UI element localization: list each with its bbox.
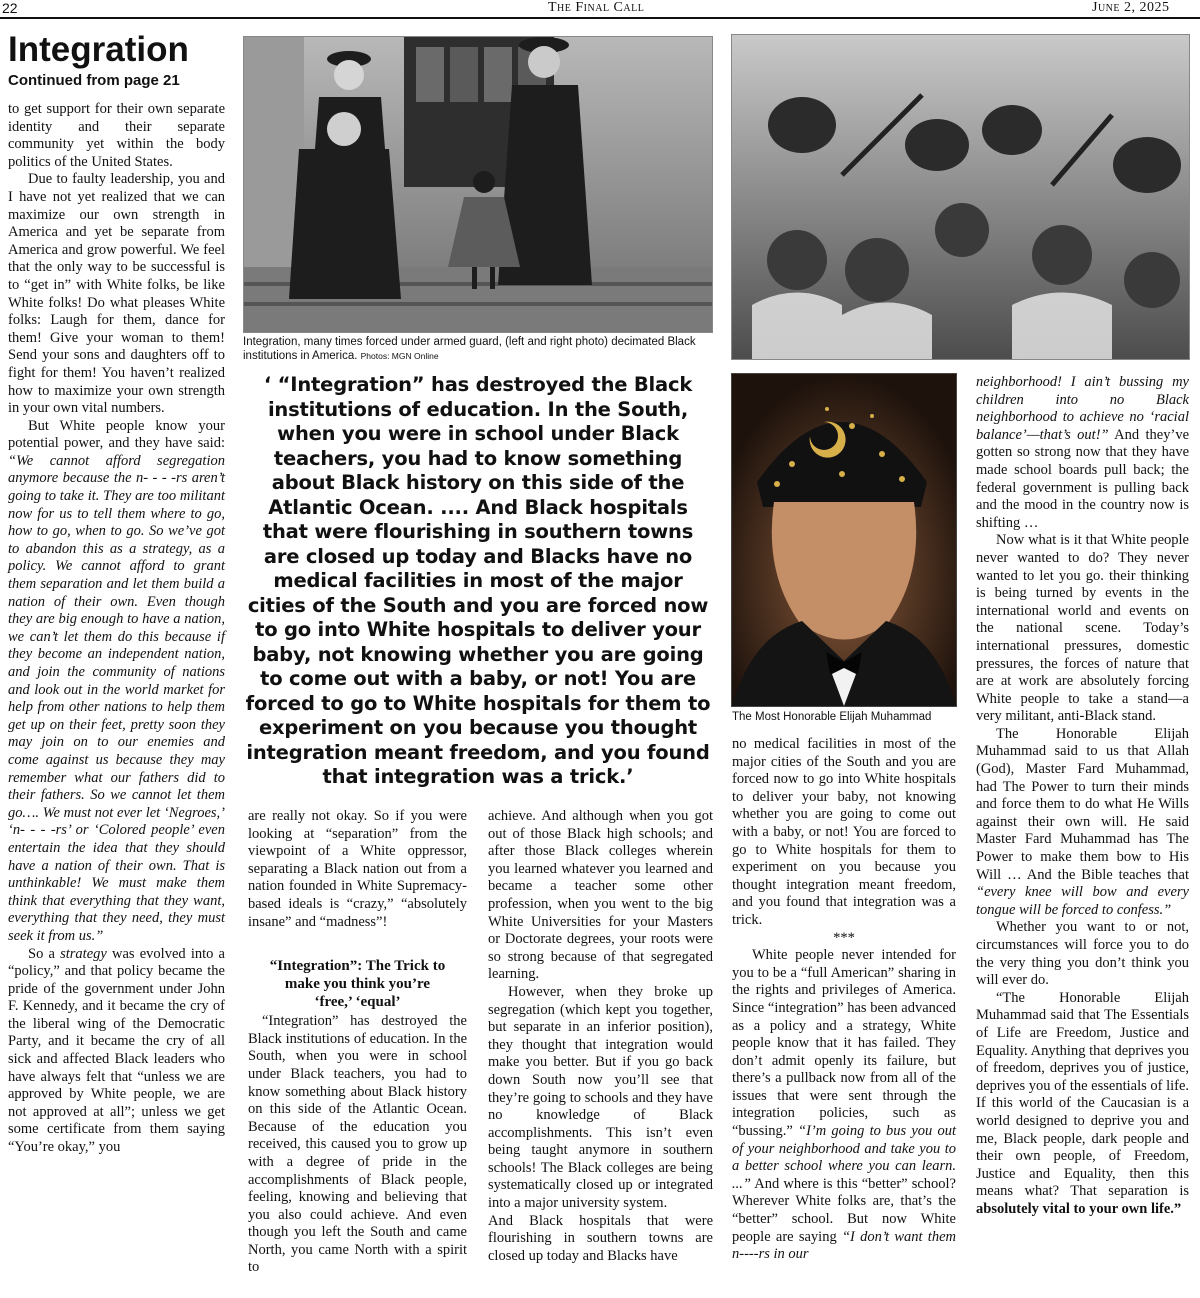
- paragraph: Now what is it that White people never wanted to do? They never wanted to let you go. their thinking is being turned by events in the international world and events on the national scene. Today’s international pressures, domestic pressures, the forces of nature that are at work are absolutely forcing White people to take a stand—a very militant, anti-Black stand.: [976, 532, 1189, 725]
- paragraph: [8, 418, 225, 946]
- section-break: ***: [833, 929, 855, 946]
- paragraph: However, when they broke up segregation (which kept you together, but separate in an inferior position), they thought that integration would make you better. But if you go back down South now you’ll see that they’re going to schools and they have no knowledge of Black accomplishments. This isn’t even being taught anymore in southern schools! The Black colleges are being systematically closed up or integrated into a major university system.: [488, 983, 713, 1212]
- section-subhead: “Integration”: The Trick to make you think you’re ‘free,’ ‘equal’: [269, 958, 446, 1011]
- paragraph-text: But White people know your potential power, and they have said:: [8, 417, 225, 452]
- paragraph-text: The Honorable Elijah Muhammad said to us that Allah (God), Master Fard Muhammad, had The Power to turn their minds and force them to do what He Wills against their own will. He said Master Fard Muhammad has The Power to make them bow to His Will … And the Bible teaches that: [976, 725, 1189, 883]
- quote-text: “every knee will bow and every tongue will be forced to confess.”: [976, 884, 1189, 918]
- paragraph-text: And they’ve gotten so strong now that they have made school boards pull back; the federal government is pulling back and the mood in the country now is shifting …: [976, 426, 1190, 531]
- page-number: 22: [2, 0, 18, 16]
- paragraph: And Black hospitals that were flourishing in southern towns are closed up today and Blacks have: [488, 1212, 713, 1264]
- paper-name: The Final Call: [548, 0, 645, 15]
- pull-quote: ‘ “Integration” has destroyed the Black institutions of education. In the South, when you were in school under Black teachers, you had to know something about Black history on this side of the Atlantic Ocean. .... And Black hospitals that were flourishing in southern towns are closed up today and Blacks have no medical facilities in most of the major cities of the South and you are forced now to go into White hospitals to deliver your baby, not knowing whether you are going to come out with a baby, or not! You are forced to go to White hospitals for them to experiment on you because you thought integration meant freedom, and you found that integration was a trick.’: [245, 373, 711, 788]
- paragraph-text: was evolved into a “policy,” and that policy became the pride of the government under John F. Kennedy, and it became the cry of the liberal wing of the Democratic Party, and it became the cry of all sick and affected Black leaders who have always felt that “unless we are approved by White people, we are not approved at all”; unless we get some certificate from them saying “You’re okay,” you: [8, 945, 225, 1156]
- photo-illustration: [732, 35, 1189, 359]
- portrait-caption: The Most Honorable Elijah Muhammad: [732, 711, 932, 723]
- caption-text: Integration, many times forced under armed guard, (left and right photo) decimated Black institutions in America.: [243, 336, 696, 362]
- column-4: [732, 736, 956, 1264]
- paragraph: no medical facilities in most of the major cities of the South and you are forced now to go into White hospitals to deliver your baby, not knowing whether you are going to come out with a baby, or not! You are forced to go to White hospitals for them to experiment on you because you thought integration meant freedom, and you found that integration was a trick.: [732, 736, 956, 928]
- quote-text: “I’m going to bus you out of your neighborhood and take you to a better school where you can learn. ...”: [732, 1123, 957, 1192]
- quote-text: “We cannot afford segregation anymore because the n- - - -rs aren’t going to take it. They are too militant now for us to tell them where to go, how to go, when to go. So we’ve got to abandon this as a strategy, as a policy. We cannot afford to grant them separation and let them build a nation of their own. Even though they are big enough to have a nation, we can’t let them do this because if they become an independent nation, and join the community of nations and look out in the world market for help from other nations to help them get up on their feet, pretty soon they may join on to our enemies and come against us because they may remember what our fathers did to their fathers. So we cannot let them go…. We must not ever let ‘Negroes,’ ‘n- - - -rs’ or ‘Colored people’ even entertain the idea that they should have a nation of their own. That is unthinkable! We must make them think that everything that they want, everything that they need, they must seek it from us.”: [8, 452, 225, 944]
- photo-caption-left: [243, 335, 713, 363]
- paragraph: [976, 726, 1189, 920]
- paragraph: “Integration” has destroyed the Black institutions of education. In the South, when you were in school under Black teachers, you had to know something about Black history on this side of the Atlantic Ocean. Because of the education you received, this caused you to grow up with a degree of pride in the accomplishments of Black people, feeling, knowing and believing that you also could achieve. And even though you left the South and came North, you came North with a spirit to: [248, 1013, 467, 1276]
- paragraph: Whether you want to or not, circumstances will force you to do the very thing you don’t think you will ever do.: [976, 919, 1189, 989]
- paragraph: are really not okay. So if you were looking at “separation” from the viewpoint of a White oppressor, separating a Black nation out from a nation founded in White Supremacy-based ideals is “crazy,” “absolutely insane” and “madness”!: [248, 808, 467, 930]
- paragraph: [976, 990, 1189, 1219]
- emphasis-text: strategy: [60, 945, 107, 962]
- portrait-illustration: [732, 374, 956, 706]
- paragraph: [732, 947, 956, 1264]
- column-3: [488, 808, 713, 1265]
- integration-photo-right: [731, 34, 1190, 360]
- paragraph-text: So a: [28, 945, 61, 962]
- paragraph: to get support for their own separate identity and their separate community yet within the body politics of the United States.: [8, 101, 225, 170]
- column-5: [976, 374, 1189, 1219]
- paragraph: [8, 946, 225, 1157]
- photo-illustration: [244, 37, 712, 332]
- continued-line: Continued from page 21: [8, 72, 180, 89]
- paragraph-text: White people never intended for you to be a “full American” sharing in the rights and privileges of America. Since “integration” has been advanced as a policy and a strategy, White people know that it has failed. They don’t admit openly its failure, but there’s a pullback now from all of the issues that were sent through the integration policies, such as “bussing.”: [732, 947, 956, 1140]
- paragraph: [976, 374, 1189, 532]
- article-title: Integration: [8, 30, 189, 69]
- issue-date: June 2, 2025: [1092, 0, 1170, 15]
- portrait-photo: [731, 373, 957, 707]
- paragraph-text: And where is this “better” school? Wherever White folks are, that’s the “better” school. But now White people are saying: [732, 1175, 956, 1245]
- quote-text: “I don’t want them n----rs in our: [732, 1228, 956, 1263]
- column-1: [8, 101, 225, 1157]
- integration-photo-left: [243, 36, 713, 333]
- photo-credit: Photos: MGN Online: [360, 351, 439, 361]
- column-2: [248, 808, 467, 1277]
- paragraph: achieve. And although when you got out of those Black high schools; and after those Black colleges wherein you learned whatever you learned and became a teacher some other profession, when you went to the big White Universities for your Masters or Doctorate degrees, your roots were so strong because of that segregated learning.: [488, 808, 713, 983]
- quote-text: neighborhood! I ain’t bussing my children into no Black neighborhood to achieve no ‘racial balance’—that’s out!”: [976, 374, 1189, 443]
- header-rule: [0, 17, 1200, 19]
- paragraph-text: “The Honorable Elijah Muhammad said that The Essentials of Life are Freedom, Justice and Equality. Anything that deprives you of freedom, deprives you of justice, deprives you of the essentials of life. If this world of the Caucasian is a world designed to deprive you and me, Black people, dark people and their own people, of Freedom, Justice and Equality, then this means what? That separation is: [976, 989, 1190, 1200]
- paragraph: Due to faulty leadership, you and I have not yet realized that we can maximize our own strength in America and yet be separate from America and grow powerful. We feel that the only way to be successful is to “get in” with White folks, be like White folks! Do what pleases White folks: Laugh for them, dance for them! Give your woman to them! Send your sons and daughters off to fight for them! You haven’t realized how to maximize your own strength in your own vital numbers.: [8, 171, 225, 417]
- bold-text: absolutely vital to your own life.”: [976, 1200, 1182, 1217]
